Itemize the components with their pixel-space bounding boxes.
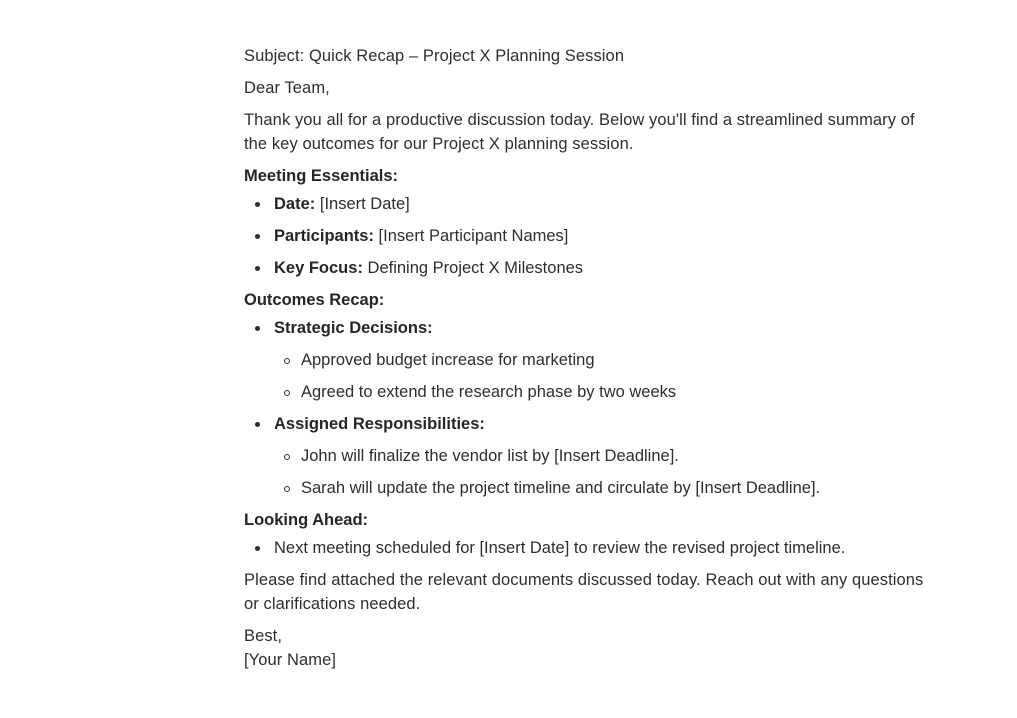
bullet-disc-icon	[255, 536, 261, 560]
list-item-text: Next meeting scheduled for [Insert Date] to review the revised project timeline.	[274, 539, 846, 557]
list-item-label: Participants:	[274, 227, 374, 245]
sublist-item	[274, 348, 930, 372]
sublist-item-text: Approved budget increase for marketing	[301, 351, 595, 369]
bullet-disc-icon	[255, 412, 261, 436]
list-item-label: Date:	[274, 195, 316, 213]
meeting-essentials-list	[244, 192, 930, 280]
bullet-disc-icon	[255, 256, 261, 280]
list-item-value-text: [Insert Date]	[319, 195, 410, 213]
outcomes-recap-list	[244, 316, 930, 500]
email-sign-off: Best,	[244, 627, 283, 645]
bullet-disc-icon	[255, 192, 261, 216]
list-item	[244, 316, 930, 404]
sublist-item-text: Sarah will update the project timeline and circulate by [Insert Deadline].	[301, 479, 821, 497]
list-item-value-text: Defining Project X Milestones	[367, 259, 584, 277]
bullet-circle-icon	[284, 348, 290, 372]
list-item-label: Strategic Decisions:	[274, 319, 433, 337]
sublist	[274, 444, 930, 500]
email-salutation: Dear Team,	[244, 79, 330, 97]
list-item	[244, 224, 930, 248]
email-subject-line: Subject: Quick Recap – Project X Planning Session	[244, 47, 625, 65]
sublist	[274, 348, 930, 404]
sublist-item-text: John will finalize the vendor list by [Insert Deadline].	[301, 447, 679, 465]
email-content	[244, 44, 930, 672]
looking-ahead-list	[244, 536, 930, 560]
list-item	[244, 412, 930, 500]
email-closing-paragraph: Please find attached the relevant documents discussed today. Reach out with any questions or clarifications needed.	[244, 571, 924, 613]
email-signature-name: [Your Name]	[244, 651, 337, 669]
sublist-item	[274, 380, 930, 404]
bullet-circle-icon	[284, 444, 290, 468]
list-item-value-text: [Insert Participant Names]	[378, 227, 569, 245]
section-heading-meeting-essentials: Meeting Essentials:	[244, 167, 399, 185]
section-heading-outcomes-recap: Outcomes Recap:	[244, 291, 385, 309]
bullet-disc-icon	[255, 224, 261, 248]
section-heading-looking-ahead: Looking Ahead:	[244, 511, 369, 529]
sublist-item-text: Agreed to extend the research phase by two weeks	[301, 383, 677, 401]
list-item	[244, 536, 930, 560]
list-item	[244, 192, 930, 216]
bullet-disc-icon	[255, 316, 261, 340]
list-item-label: Assigned Responsibilities:	[274, 415, 485, 433]
sublist-item	[274, 444, 930, 468]
email-intro-paragraph: Thank you all for a productive discussion today. Below you'll find a streamlined summary of the key outcomes for our Project X planning session.	[244, 111, 915, 153]
bullet-circle-icon	[284, 476, 290, 500]
list-item	[244, 256, 930, 280]
bullet-circle-icon	[284, 380, 290, 404]
sublist-item	[274, 476, 930, 500]
list-item-label: Key Focus:	[274, 259, 363, 277]
